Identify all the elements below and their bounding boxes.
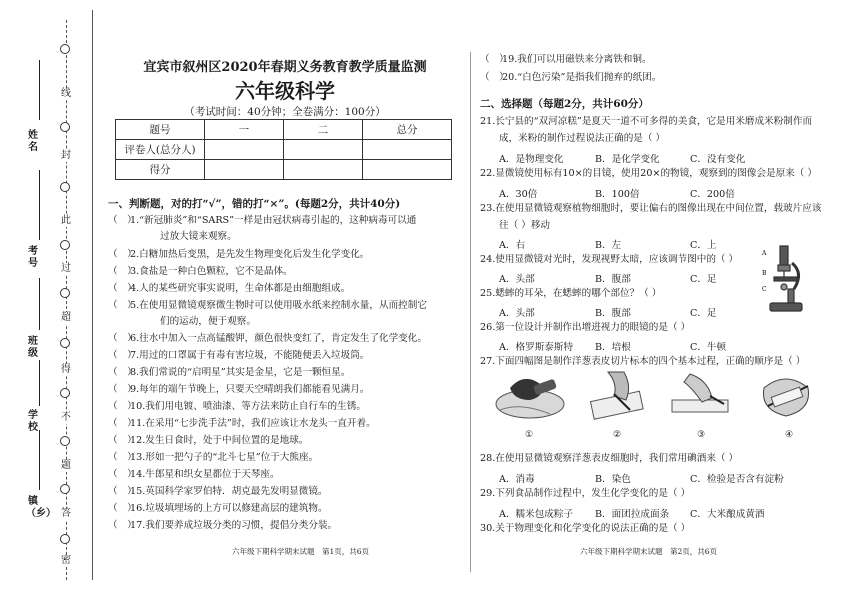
binding-mark: 过 xyxy=(61,263,71,274)
judgment-item: （ ）3.食盐是一种白色颗粒，它不是晶体。 xyxy=(108,266,293,277)
section1-heading: 一、判断题，对的打“√”，错的打“×”。(每题2分，共计40分) xyxy=(108,198,401,210)
question-25: 25.蟋蟀的耳朵，在蟋蟀的哪个部位？（ ） xyxy=(480,288,662,299)
question-23: 23.在使用显微镜观察植物细胞时，要让偏右的图像出现在中间位置，载玻片应该 xyxy=(480,203,822,214)
judgment-item: （ ）4.人的某些研究事实说明，生命体都是由细胞组成。 xyxy=(108,283,351,294)
option[interactable]: B．是化学变化 xyxy=(595,154,660,165)
binding-hole xyxy=(60,338,70,348)
step-4-illustration xyxy=(750,366,822,426)
question-21-cont: 成，米粉的制作过程说法正确的是（ ） xyxy=(499,133,666,144)
question-26: 26.第一位设计并制作出增进视力的眼镜的是（ ） xyxy=(480,322,691,333)
score-table xyxy=(115,119,452,180)
micro-label-a: A xyxy=(762,250,767,257)
question-27: 27.下面四幅图是制作洋葱表皮切片标本的四个基本过程，正确的顺序是（ ） xyxy=(480,356,806,367)
option[interactable]: C．大米酿成黄酒 xyxy=(690,509,765,520)
score-table-score-row xyxy=(116,160,452,180)
option[interactable]: C．足 xyxy=(690,274,717,285)
score-table-grader-row xyxy=(116,140,452,160)
option[interactable]: A．是物理变化 xyxy=(499,154,564,165)
field-label-name: 姓名 xyxy=(28,130,38,153)
binding-mark: 超 xyxy=(61,312,71,323)
option[interactable]: C．上 xyxy=(690,240,717,251)
judgment-item: （ ）14.牛郎星和织女星都位于天琴座。 xyxy=(108,469,280,480)
judgment-item: （ ）8.我们常说的“启明星”其实是金星，它是一颗恒星。 xyxy=(108,367,351,378)
judgment-item: （ ）12.发生日食时，处于中间位置的是地球。 xyxy=(108,435,309,446)
option[interactable]: A．糯米包成粽子 xyxy=(499,509,574,520)
answer-paren[interactable]: （ ） xyxy=(108,401,137,412)
option[interactable]: A．30倍 xyxy=(499,189,538,200)
binding-hole xyxy=(60,182,70,192)
score-input-cell[interactable] xyxy=(205,160,284,180)
question-30: 30.关于物理变化和化学变化的说法正确的是（ ） xyxy=(480,523,691,534)
step-3-illustration xyxy=(662,366,742,426)
binding-mark: 密 xyxy=(61,555,71,566)
question-21: 21.长宁县的“双河凉糕”是夏天一道不可多得的美食，它是用米磨成米粉制作而 xyxy=(480,116,813,127)
binding-hole xyxy=(60,122,70,132)
name-write-line[interactable] xyxy=(39,60,40,120)
binding-mark: 题 xyxy=(61,460,71,471)
option[interactable]: C．没有变化 xyxy=(690,154,746,165)
field-label-class: 班级 xyxy=(28,336,38,359)
class-write-line[interactable] xyxy=(39,278,40,330)
question-22: 22.显微镜使用标有10×的目镜，使用20×的物镜，观察到的图像会是原来（ ） xyxy=(480,168,818,179)
judgment-item: （ ）9.每年的端午节晚上，只要天空晴朗我们都能看见满月。 xyxy=(108,384,370,395)
microscope-icon xyxy=(770,246,802,311)
binding-mark: 得 xyxy=(61,364,71,375)
judgment-item: （ ）10.我们用电镀、喷油漆、等方法来防止自行车的生锈。 xyxy=(108,401,366,412)
binding-hole xyxy=(60,288,70,298)
answer-paren[interactable]: （ ） xyxy=(108,215,137,226)
judgment-item: （ ）15.英国科学家罗伯特．胡克最先发明显微镜。 xyxy=(108,486,328,497)
score-input-cell[interactable] xyxy=(284,140,363,160)
score-cell: 一 xyxy=(205,120,284,140)
score-cell: 题号 xyxy=(116,120,205,140)
answer-paren[interactable]: （ ） xyxy=(108,333,137,344)
margin-rule xyxy=(92,10,93,580)
answer-paren[interactable]: （ ） xyxy=(108,452,137,463)
answer-paren[interactable]: （ ） xyxy=(108,503,137,514)
school-write-line[interactable] xyxy=(39,360,40,406)
answer-paren[interactable]: （ ） xyxy=(108,283,137,294)
binding-hole xyxy=(60,484,70,494)
step-number: ① xyxy=(525,430,534,440)
option[interactable]: C．200倍 xyxy=(690,189,735,200)
option[interactable]: A．消毒 xyxy=(499,474,535,485)
option[interactable]: B．腹部 xyxy=(595,274,631,285)
binding-dashed-line xyxy=(66,20,67,580)
binding-hole xyxy=(60,436,70,446)
exam-number-write-line[interactable] xyxy=(39,170,40,240)
score-input-cell[interactable] xyxy=(363,160,452,180)
binding-strip xyxy=(0,0,92,595)
judgment-item: （ ）2.白糖加热后变黑，是先发生物理变化后发生化学变化。 xyxy=(108,249,370,260)
option[interactable]: C．检验是否含有淀粉 xyxy=(690,474,784,485)
answer-paren[interactable]: （ ） xyxy=(108,249,137,260)
score-cell: 得分 xyxy=(116,160,205,180)
judgment-item-continued: 过放大镜来观察。 xyxy=(160,231,237,242)
judgment-item: （ ）6.往水中加入一点高锰酸钾，颜色很快变红了，肯定发生了化学变化。 xyxy=(108,333,427,344)
answer-paren[interactable]: （ ） xyxy=(108,367,137,378)
micro-label-b: B xyxy=(762,270,767,277)
question-23-cont: 往（ ）移动 xyxy=(499,220,551,231)
score-input-cell[interactable] xyxy=(205,140,284,160)
answer-paren[interactable]: （ ） xyxy=(108,418,137,429)
subject-title: 六年级科学 xyxy=(235,79,335,103)
exam-meta: （考试时间：40分钟；全卷满分：100分） xyxy=(184,106,386,118)
step-1-illustration xyxy=(490,366,570,426)
score-table-header-row xyxy=(116,120,452,140)
binding-mark: 线 xyxy=(61,88,71,99)
answer-paren[interactable]: （ ） xyxy=(108,350,137,361)
judgment-item: （ ）5.在使用显微镜观察微生物时可以使用吸水纸来控制水量，从而控制它 xyxy=(108,300,427,311)
answer-paren[interactable]: （ ） xyxy=(108,469,137,480)
binding-mark: 此 xyxy=(61,215,71,226)
page-footer-2: 六年级下期科学期末试题 第2页，共6页 xyxy=(580,547,718,556)
page-footer-1: 六年级下期科学期末试题 第1页，共6页 xyxy=(232,547,370,556)
option[interactable]: B．培根 xyxy=(595,342,631,353)
option[interactable]: B．面团拉成面条 xyxy=(595,509,670,520)
judgment-item: （ ）1.“新冠肺炎”和“SARS”一样是由冠状病毒引起的，这种病毒可以通 xyxy=(108,215,417,226)
binding-mark: 答 xyxy=(61,508,71,519)
step-number: ③ xyxy=(697,430,706,440)
answer-paren[interactable]: （ ） xyxy=(108,300,137,311)
judgment-item: （ ）13.形如一把勺子的“北斗七星”位于大熊座。 xyxy=(108,452,319,463)
score-cell: 评卷人(总分人) xyxy=(116,140,205,160)
option[interactable]: B．100倍 xyxy=(595,189,640,200)
judgment-item: （ ）19.我们可以用磁铁来分离铁和铜。 xyxy=(480,54,652,65)
binding-mark: 封 xyxy=(61,150,71,161)
answer-paren[interactable]: （ ） xyxy=(480,72,509,83)
answer-paren[interactable]: （ ） xyxy=(108,435,137,446)
microscope-illustration xyxy=(760,243,810,315)
step-2-illustration xyxy=(578,366,658,426)
judgment-item-continued: 们的运动，便于观察。 xyxy=(160,316,256,327)
judgment-item: （ ）11.在采用“七步洗手法”时，我们应该让水龙头一直开着。 xyxy=(108,418,376,429)
question-29: 29.下列食品制作过程中，发生化学变化的是（ ） xyxy=(480,488,691,499)
option[interactable]: A．右 xyxy=(499,240,526,251)
option[interactable]: A．头部 xyxy=(499,274,535,285)
answer-paren[interactable]: （ ） xyxy=(108,266,137,277)
score-input-cell[interactable] xyxy=(363,140,452,160)
field-label-town: 镇（乡） xyxy=(26,496,56,519)
answer-paren[interactable]: （ ） xyxy=(108,520,137,531)
answer-paren[interactable]: （ ） xyxy=(108,384,137,395)
score-input-cell[interactable] xyxy=(284,160,363,180)
step-number: ② xyxy=(613,430,622,440)
binding-hole xyxy=(60,240,70,250)
step-number: ④ xyxy=(785,430,794,440)
answer-paren[interactable]: （ ） xyxy=(108,486,137,497)
binding-hole xyxy=(60,44,70,54)
question-28: 28.在使用显微镜观察洋葱表皮细胞时，我们常用碘酒来（ ） xyxy=(480,453,739,464)
field-label-school: 学校 xyxy=(28,410,38,433)
option[interactable]: B．腹部 xyxy=(595,308,631,319)
option[interactable]: A．头部 xyxy=(499,308,535,319)
judgment-item: （ ）17.我们要养成垃圾分类的习惯，提倡分类分装。 xyxy=(108,520,338,531)
judgment-item: （ ）20.“白色污染”是指我们抛弃的纸团。 xyxy=(480,72,662,83)
question-24: 24.使用显微镜对光时，发现视野太暗，应该调节图中的（ ） xyxy=(480,254,739,265)
score-cell: 二 xyxy=(284,120,363,140)
binding-hole xyxy=(60,388,70,398)
field-label-exam-number: 考号 xyxy=(28,246,38,269)
score-cell: 总分 xyxy=(363,120,452,140)
page-divider xyxy=(470,52,471,572)
section2-heading: 二、选择题（每题2分，共计60分） xyxy=(480,98,649,110)
option[interactable]: C．牛顿 xyxy=(690,342,727,353)
town-write-line[interactable] xyxy=(39,430,40,490)
binding-mark: 不 xyxy=(61,412,71,423)
option[interactable]: A．格罗斯泰斯特 xyxy=(499,342,574,353)
binding-hole xyxy=(60,534,70,544)
option[interactable]: B．左 xyxy=(595,240,622,251)
judgment-item: （ ）7.用过的口罩属于有毒有害垃圾，不能随便丢入垃圾筒。 xyxy=(108,350,370,361)
option[interactable]: B．染色 xyxy=(595,474,631,485)
exam-title: 宜宾市叙州区2020年春期义务教育教学质量监测 xyxy=(143,60,427,75)
micro-label-c: C xyxy=(762,286,767,293)
judgment-item: （ ）16.垃圾填埋场的上方可以修建高层的建筑物。 xyxy=(108,503,328,514)
answer-paren[interactable]: （ ） xyxy=(480,54,509,65)
option[interactable]: C．足 xyxy=(690,308,717,319)
